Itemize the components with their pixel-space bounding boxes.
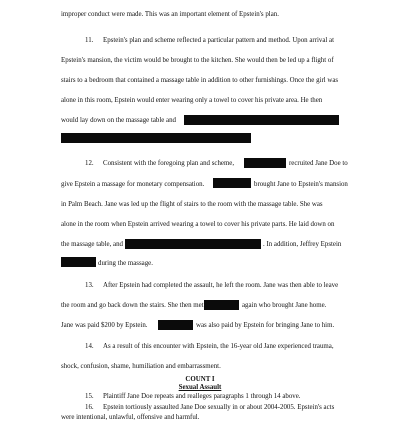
paragraph-number: 13. — [85, 282, 94, 289]
paragraph-number: 15. — [85, 393, 94, 400]
text-line: the room and go back down the stairs. She then met — [61, 302, 204, 309]
redaction-bar — [244, 158, 286, 168]
paragraph-number: 16. — [85, 404, 94, 411]
text-line: As a result of this encounter with Epstein, the 16-year old Jane experienced trauma, — [103, 343, 334, 350]
text-line: stairs to a bedroom that contained a massage table in addition to other furnishings. Once the girl was — [61, 77, 339, 84]
text-line: Epstein's mansion, the victim would be brought to the kitchen. She would then be led up a flight of — [61, 57, 334, 64]
redaction-bar — [204, 300, 239, 310]
text-line: alone in this room, Epstein would enter wearing only a towel to cover his private area. He then — [61, 97, 323, 104]
text-line: improper conduct were made. This was an important element of Epstein's plan. — [61, 11, 279, 18]
text-line: Epstein's plan and scheme reflected a particular pattern and method. Upon arrival at — [103, 37, 335, 44]
redaction-bar — [61, 257, 96, 267]
text-line: again who brought Jane home. — [242, 302, 327, 309]
text-line: in Palm Beach. Jane was led up the flight of stairs to the room with the massage table. She was — [61, 201, 323, 208]
paragraph-number: 14. — [85, 343, 94, 350]
text-line: Consistent with the foregoing plan and scheme, — [103, 160, 235, 167]
redaction-bar — [184, 115, 339, 125]
text-line: was also paid by Epstein for bringing Jane to him. — [196, 322, 335, 329]
text-line: brought Jane to Epstein's mansion — [254, 181, 348, 188]
text-line: After Epstein had completed the assault, he left the room. Jane was then able to leave — [103, 282, 339, 289]
paragraph-number: 12. — [85, 160, 94, 167]
text-line: were intentional, unlawful, offensive and harmful. — [61, 414, 200, 421]
redaction-bar — [61, 133, 251, 143]
text-line: shock, confusion, shame, humiliation and embarrassment. — [61, 363, 221, 370]
count-subheading: Sexual Assault — [178, 384, 222, 391]
redaction-bar — [213, 178, 251, 188]
paragraph-number: 11. — [85, 37, 94, 44]
redaction-bar — [158, 320, 193, 330]
text-line: give Epstein a massage for monetary compensation. — [61, 181, 205, 188]
text-line: the massage table, and — [61, 241, 123, 248]
text-line: recruited Jane Doe to — [289, 160, 348, 167]
text-line: would lay down on the massage table and — [61, 117, 177, 124]
text-line: Jane was paid $200 by Epstein. — [61, 322, 148, 329]
count-heading: COUNT I — [185, 376, 215, 383]
text-line: . In addition, Jeffrey Epstein — [263, 241, 342, 248]
text-line: during the massage. — [98, 260, 153, 267]
text-line: Plaintiff Jane Doe repeats and realleges paragraphs 1 through 14 above. — [103, 393, 301, 400]
text-line: alone in the room when Epstein arrived wearing a towel to cover his private parts. He laid down on — [61, 221, 335, 228]
redaction-bar — [125, 239, 261, 249]
text-line: Epstein tortiously assaulted Jane Doe sexually in or about 2004-2005. Epstein's acts — [103, 404, 335, 411]
